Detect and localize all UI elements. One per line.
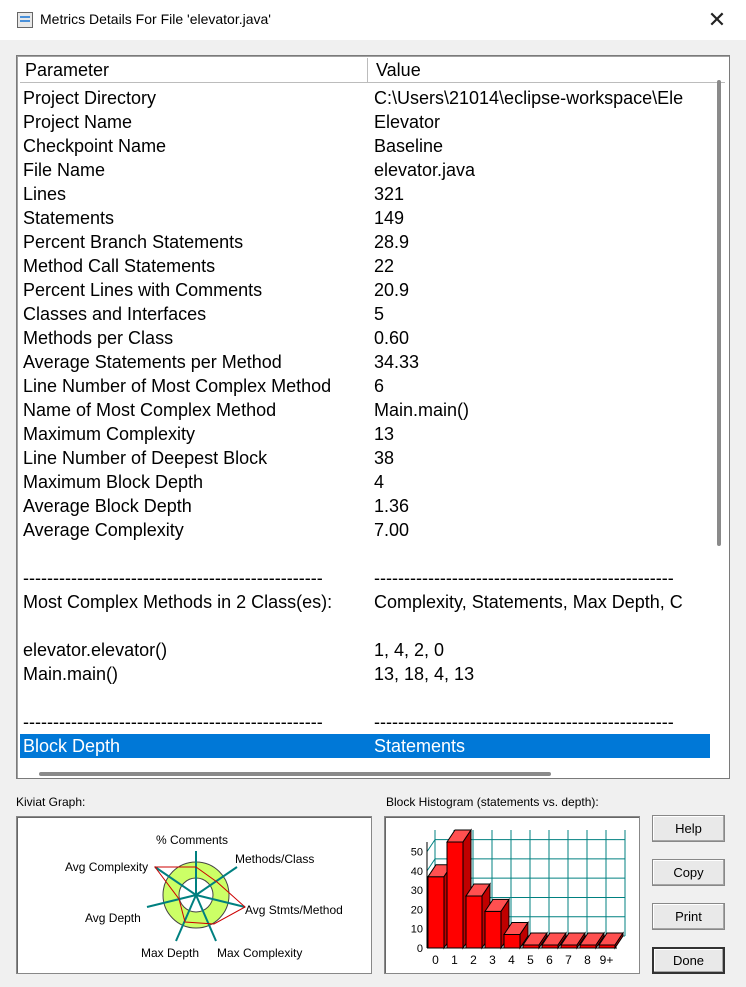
parameter-cell: Average Statements per Method: [23, 352, 282, 372]
kiviat-axis-label: % Comments: [156, 833, 229, 847]
copy-button[interactable]: Copy: [652, 859, 725, 886]
title-bar: [0, 0, 746, 40]
header-value[interactable]: Value: [376, 60, 421, 80]
table-row[interactable]: [20, 446, 710, 470]
kiviat-svg: [17, 817, 371, 973]
x-tick-label: 1: [451, 953, 458, 967]
y-tick-label: 30: [410, 885, 423, 898]
parameter-cell: Average Complexity: [23, 520, 184, 540]
metrics-table: [16, 55, 730, 779]
table-row[interactable]: [20, 686, 710, 710]
y-tick-label: 50: [410, 846, 423, 859]
parameter-cell: Maximum Block Depth: [23, 472, 204, 492]
value-cell: elevator.java: [374, 160, 476, 180]
value-cell: 4: [374, 472, 385, 492]
kiviat-axis-label: Avg Stmts/Method: [245, 903, 343, 917]
table-row[interactable]: [20, 158, 710, 182]
value-cell: 7.00: [374, 520, 410, 540]
value-cell: 13: [374, 424, 395, 444]
parameter-cell: --------------------------------------------------: [23, 568, 323, 588]
parameter-cell: Line Number of Most Complex Method: [23, 376, 332, 396]
table-row[interactable]: [20, 590, 710, 614]
table-row[interactable]: [20, 374, 710, 398]
value-cell: 149: [374, 208, 405, 228]
parameter-cell: Method Call Statements: [23, 256, 216, 276]
value-cell: 6: [374, 376, 385, 396]
table-row[interactable]: [20, 422, 710, 446]
parameter-cell: Percent Branch Statements: [23, 232, 244, 252]
table-row[interactable]: [20, 614, 710, 638]
table-row[interactable]: [20, 494, 710, 518]
table-row[interactable]: [20, 350, 710, 374]
close-button[interactable]: ✕: [707, 7, 727, 32]
parameter-cell: Project Directory: [23, 88, 157, 108]
parameter-cell: Percent Lines with Comments: [23, 280, 263, 300]
value-cell: Complexity, Statements, Max Depth, C: [374, 592, 683, 612]
x-tick-label: 3: [489, 953, 496, 967]
kiviat-axis-label: Avg Complexity: [65, 860, 149, 874]
table-row[interactable]: [20, 86, 710, 110]
kiviat-graph: [16, 816, 372, 974]
parameter-cell: Average Block Depth: [23, 496, 192, 516]
parameter-cell: Maximum Complexity: [23, 424, 196, 444]
parameter-cell: Name of Most Complex Method: [23, 400, 277, 420]
value-cell: 28.9: [374, 232, 410, 252]
value-cell: 22: [374, 256, 395, 276]
value-cell: --------------------------------------------------: [374, 568, 674, 588]
value-cell: 34.33: [374, 352, 420, 372]
table-row[interactable]: [20, 110, 710, 134]
parameter-cell: Line Number of Deepest Block: [23, 448, 268, 468]
value-cell: 1.36: [374, 496, 410, 516]
histogram-bar: [485, 911, 501, 948]
histogram-bar: [447, 842, 463, 948]
table-row[interactable]: [20, 542, 710, 566]
value-cell: 5: [374, 304, 385, 324]
histogram-label: Block Histogram (statements vs. depth):: [386, 795, 599, 809]
table-row[interactable]: [20, 302, 710, 326]
y-tick-label: 20: [410, 904, 423, 917]
parameter-cell: elevator.elevator(): [23, 640, 168, 660]
x-tick-label: 9+: [599, 953, 614, 967]
histogram-bar: [466, 896, 482, 948]
table-row-selected[interactable]: [20, 734, 710, 758]
value-cell: Baseline: [374, 136, 444, 156]
kiviat-axis-label: Avg Depth: [85, 911, 141, 925]
parameter-cell: Statements: [23, 208, 115, 228]
x-tick-label: 2: [470, 953, 477, 967]
window-title: Metrics Details For File 'elevator.java': [40, 11, 271, 27]
kiviat-axis-label: Max Complexity: [217, 946, 303, 960]
table-header: [20, 58, 725, 83]
vertical-scroll-thumb[interactable]: [717, 80, 721, 546]
parameter-cell: Main.main(): [23, 664, 119, 684]
histogram-bar: [428, 877, 444, 948]
table-row[interactable]: [20, 134, 710, 158]
table-row[interactable]: [20, 254, 710, 278]
parameter-cell: Classes and Interfaces: [23, 304, 207, 324]
x-tick-label: 8: [584, 953, 591, 967]
table-row[interactable]: [20, 326, 710, 350]
x-tick-label: 0: [432, 953, 439, 967]
header-parameter[interactable]: Parameter: [25, 60, 110, 80]
block-histogram: [384, 816, 640, 974]
table-row[interactable]: [20, 206, 710, 230]
kiviat-axis-label: Methods/Class: [235, 852, 315, 866]
parameter-cell: File Name: [23, 160, 106, 180]
x-tick-label: 6: [546, 953, 553, 967]
horizontal-scroll-thumb[interactable]: [39, 772, 551, 776]
parameter-cell: Checkpoint Name: [23, 136, 167, 156]
value-cell: Statements: [374, 736, 466, 756]
grid-line-side: [427, 840, 435, 852]
y-tick-label: 10: [410, 923, 423, 936]
parameter-cell: Project Name: [23, 112, 133, 132]
parameter-cell: Lines: [23, 184, 67, 204]
table-row[interactable]: [20, 470, 710, 494]
value-cell: 13, 18, 4, 13: [374, 664, 475, 684]
x-tick-label: 4: [508, 953, 515, 967]
y-tick-label: 0: [416, 943, 423, 955]
x-tick-label: 7: [565, 953, 572, 967]
value-cell: 0.60: [374, 328, 410, 348]
value-cell: Main.main(): [374, 400, 470, 420]
histogram-svg: [385, 817, 639, 973]
print-button[interactable]: Print: [652, 903, 725, 930]
table-row[interactable]: [20, 662, 710, 686]
parameter-cell: --------------------------------------------------: [23, 712, 323, 732]
table-row[interactable]: [20, 278, 710, 302]
app-icon: [17, 12, 33, 28]
header-column-divider[interactable]: [367, 58, 368, 82]
value-cell: Elevator: [374, 112, 441, 132]
value-cell: 20.9: [374, 280, 410, 300]
parameter-cell: Block Depth: [23, 736, 121, 756]
parameter-cell: Most Complex Methods in 2 Class(es):: [23, 592, 333, 612]
table-row[interactable]: [20, 710, 710, 734]
help-button[interactable]: Help: [652, 815, 725, 842]
kiviat-axis-label: Max Depth: [141, 946, 200, 960]
table-row[interactable]: [20, 518, 710, 542]
value-cell: 38: [374, 448, 395, 468]
table-row[interactable]: [20, 182, 710, 206]
done-button[interactable]: Done: [652, 947, 725, 974]
value-cell: C:\Users\21014\eclipse-workspace\Ele: [374, 88, 684, 108]
vertical-scrollbar[interactable]: [714, 80, 726, 760]
value-cell: 321: [374, 184, 405, 204]
y-tick-label: 40: [410, 865, 423, 878]
table-body: [20, 86, 710, 760]
x-tick-label: 5: [527, 953, 534, 967]
table-row[interactable]: [20, 638, 710, 662]
value-cell: --------------------------------------------------: [374, 712, 674, 732]
histogram-bar: [504, 935, 520, 948]
kiviat-label: Kiviat Graph:: [16, 795, 86, 809]
value-cell: 1, 4, 2, 0: [374, 640, 445, 660]
table-row[interactable]: [20, 230, 710, 254]
parameter-cell: Methods per Class: [23, 328, 174, 348]
table-row[interactable]: [20, 566, 710, 590]
table-row[interactable]: [20, 398, 710, 422]
